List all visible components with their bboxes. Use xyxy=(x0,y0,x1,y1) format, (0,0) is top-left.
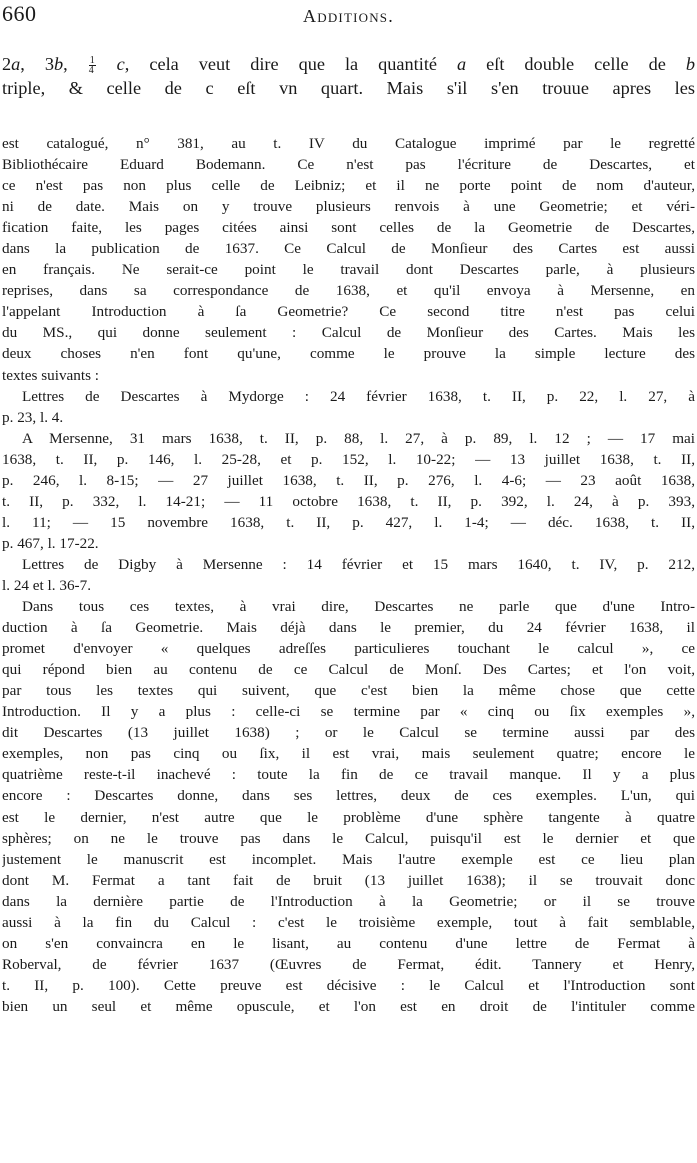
text-line: A Mersenne, 31 mars 1638, t. II, p. 88, l. 27, à p. 89, l. 12 ; — 17 mai xyxy=(22,429,695,447)
text-line: exemples, non pas cinq ou ſix, il est vrai, mais seulement quatre; encore le xyxy=(2,745,695,763)
text-line: ni de date. Mais on y trouve plusieurs renvois à une Geometrie; et véri- xyxy=(2,198,695,216)
text-line: est le dernier, n'est autre que le problème d'une sphère tangente à quatre xyxy=(2,808,695,826)
text-line: par tous les textes qui suivent, que c'est bien la même chose que cette xyxy=(2,682,695,700)
text-line: bien un seul et même opuscule, et l'on est en droit de l'intituler comme xyxy=(2,997,695,1015)
page-header xyxy=(0,0,697,36)
text-line: 1638, t. II, p. 146, l. 25-28, et p. 152, l. 10-22; — 13 juillet 1638, t. II, xyxy=(2,450,695,468)
text-line: aussi à la fin du Calcul : c'est le troisième exemple, tout à fait semblable, xyxy=(2,913,695,931)
text-line: deux choses n'en font qu'une, comme le prouve la simple lecture des xyxy=(2,345,695,363)
text-line: dont M. Fermat a tant fait de bruit (13 juillet 1638); il se trouvait donc xyxy=(2,871,695,889)
text-line: dans la dernière partie de l'Introduction à la Geometrie; or il se trouve xyxy=(2,892,695,910)
quoted-line-1: 2a, 3b, $\frac{1}{4}$ c, cela veut dire que la quantité a eſt double celle de b xyxy=(2,54,695,76)
text-line: ce n'est pas non plus celle de Leibniz; et il ne porte point de nom d'auteur, xyxy=(2,177,695,195)
text-line: l'appelant Introduction à ſa Geometrie? Ce second titre n'est pas celui xyxy=(2,303,695,321)
text-line: sphères; on ne le trouve pas dans le Calcul, puisqu'il est le dernier et que xyxy=(2,829,695,847)
fraction: $\frac{1}{4}$ xyxy=(88,55,95,76)
text-line: t. II, p. 100). Cette preuve est décisive : le Calcul et l'Introduction sont xyxy=(2,976,695,994)
running-head: Additions. xyxy=(303,6,394,26)
text-line: justement le manuscrit est incomplet. Mais l'autre exemple est ce lieu plan xyxy=(2,850,695,868)
text-line: p. 23, l. 4. xyxy=(2,408,64,426)
text-line: l. 24 et l. 36-7. xyxy=(2,576,92,594)
text-line: du MS., qui donne seulement : Calcul de Monſieur des Cartes. Mais les xyxy=(2,324,695,342)
text-line: est catalogué, n° 381, au t. IV du Catalogue imprimé par le regretté xyxy=(2,135,695,152)
text-line: promet d'envoyer « quelques adreſſes particulieres touchant le calcul », ce xyxy=(2,640,695,658)
quoted-text-block xyxy=(2,52,695,100)
text-line: Lettres de Descartes à Mydorge : 24 février 1638, t. II, p. 22, l. 27, à xyxy=(22,387,695,405)
page-number: 660 xyxy=(2,1,37,26)
quoted-line-2: triple, & celle de c eſt vn quart. Mais s'il s'en trouue apres les xyxy=(2,78,695,98)
text-line: p. 246, l. 8-15; — 27 juillet 1638, t. II, p. 276, l. 4-6; — 23 août 1638, xyxy=(2,471,695,489)
text-line: Introduction. Il y a plus : celle-ci se termine par « cinq ou ſix exemples », xyxy=(2,703,695,721)
text-line: p. 467, l. 17-22. xyxy=(2,534,99,552)
text-line: t. II, p. 332, l. 14-21; — 11 octobre 1638, t. II, p. 392, l. 24, à p. 393, xyxy=(2,492,695,510)
text-line: quatrième reste-t-il inachevé : toute la fin de ce travail manque. Il y a plus xyxy=(2,766,695,784)
text-line: en français. Ne serait-ce point le travail dont Descartes parle, à plusieurs xyxy=(2,261,695,279)
text-line: on s'en convaincra en le lisant, au contenu d'une lettre de Fermat à xyxy=(2,934,695,952)
text-line: Bibliothécaire Eduard Bodemann. Ce n'est pas l'écriture de Descartes, et xyxy=(2,156,695,174)
text-line: l. 11; — 15 novembre 1638, t. II, p. 427, l. 1-4; — déc. 1638, t. II, xyxy=(2,513,695,531)
text-line: fication faite, les pages citées ainsi sont celles de la Geometrie de Descartes, xyxy=(2,219,695,237)
text-line: qui répond bien au contenu de ce Calcul de Monſ. Des Cartes; et l'on voit, xyxy=(2,661,695,679)
text-line: Lettres de Digby à Mersenne : 14 février et 15 mars 1640, t. IV, p. 212, xyxy=(22,555,695,573)
text-line: Dans tous ces textes, à vrai dire, Descartes ne parle que d'une Intro- xyxy=(22,598,695,616)
text-line: reprises, dans sa correspondance de 1638, et qu'il envoya à Mersenne, en xyxy=(2,282,695,300)
text-line: encore : Descartes donne, dans ses lettres, deux de ces exemples. L'un, qui xyxy=(2,787,695,805)
text-line: dit Descartes (13 juillet 1638) ; or le Calcul se termine aussi par des xyxy=(2,724,695,742)
text-line: textes suivants : xyxy=(2,366,100,384)
text-line: duction à ſa Geometrie. Mais déjà dans le premier, du 24 février 1638, il xyxy=(2,619,695,637)
text-line: dans la publication de 1637. Ce Calcul de Monſieur des Cartes est aussi xyxy=(2,240,695,258)
text-line: Roberval, de février 1637 (Œuvres de Fermat, édit. Tannery et Henry, xyxy=(2,955,695,973)
commentary-text xyxy=(2,133,695,1017)
